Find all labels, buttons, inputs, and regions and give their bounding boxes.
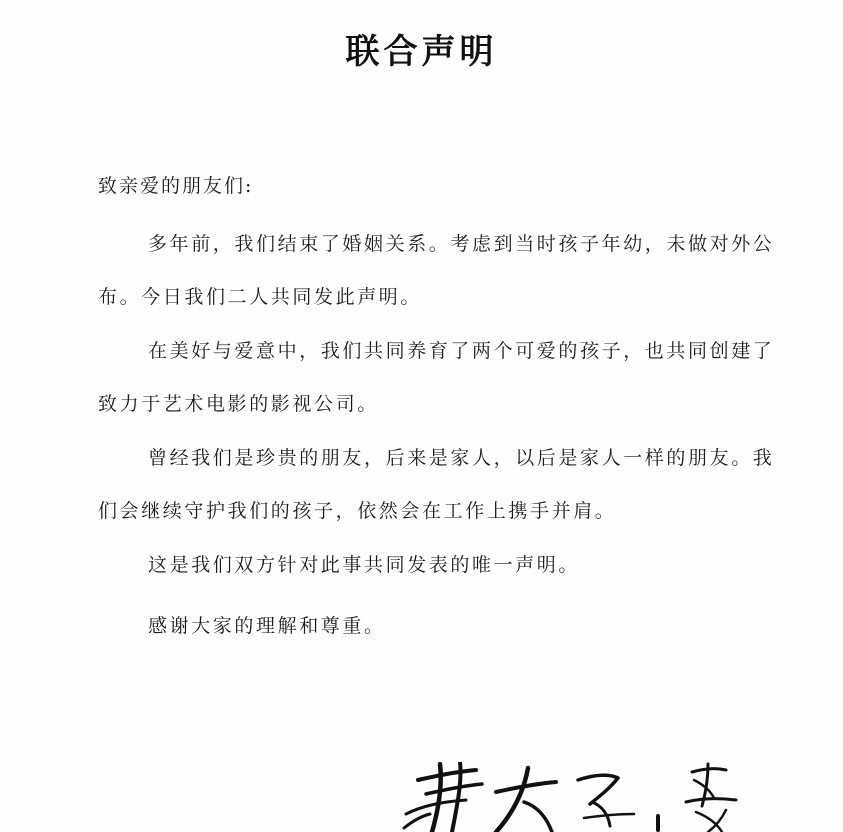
handwritten-signature-icon [396, 762, 776, 832]
paragraph-5: 感谢大家的理解和尊重。 [148, 615, 386, 637]
paragraph-3: 曾经我们是珍贵的朋友，后来是家人，以后是家人一样的朋友。我们会继续守护我们的孩子，依然会在工作上携手并肩。 [98, 447, 775, 522]
paragraph-2: 在美好与爱意中，我们共同养育了两个可爱的孩子，也共同创建了致力于艺术电影的影视公司。 [98, 340, 775, 415]
paragraph-4: 这是我们双方针对此事共同发表的唯一声明。 [148, 554, 581, 576]
greeting-line: 致亲爱的朋友们: [98, 175, 254, 197]
paragraph-1: 多年前，我们结束了婚姻关系。考虑到当时孩子年幼，未做对外公布。今日我们二人共同发此声明。 [98, 233, 775, 308]
statement-title: 联合声明 [345, 32, 498, 72]
